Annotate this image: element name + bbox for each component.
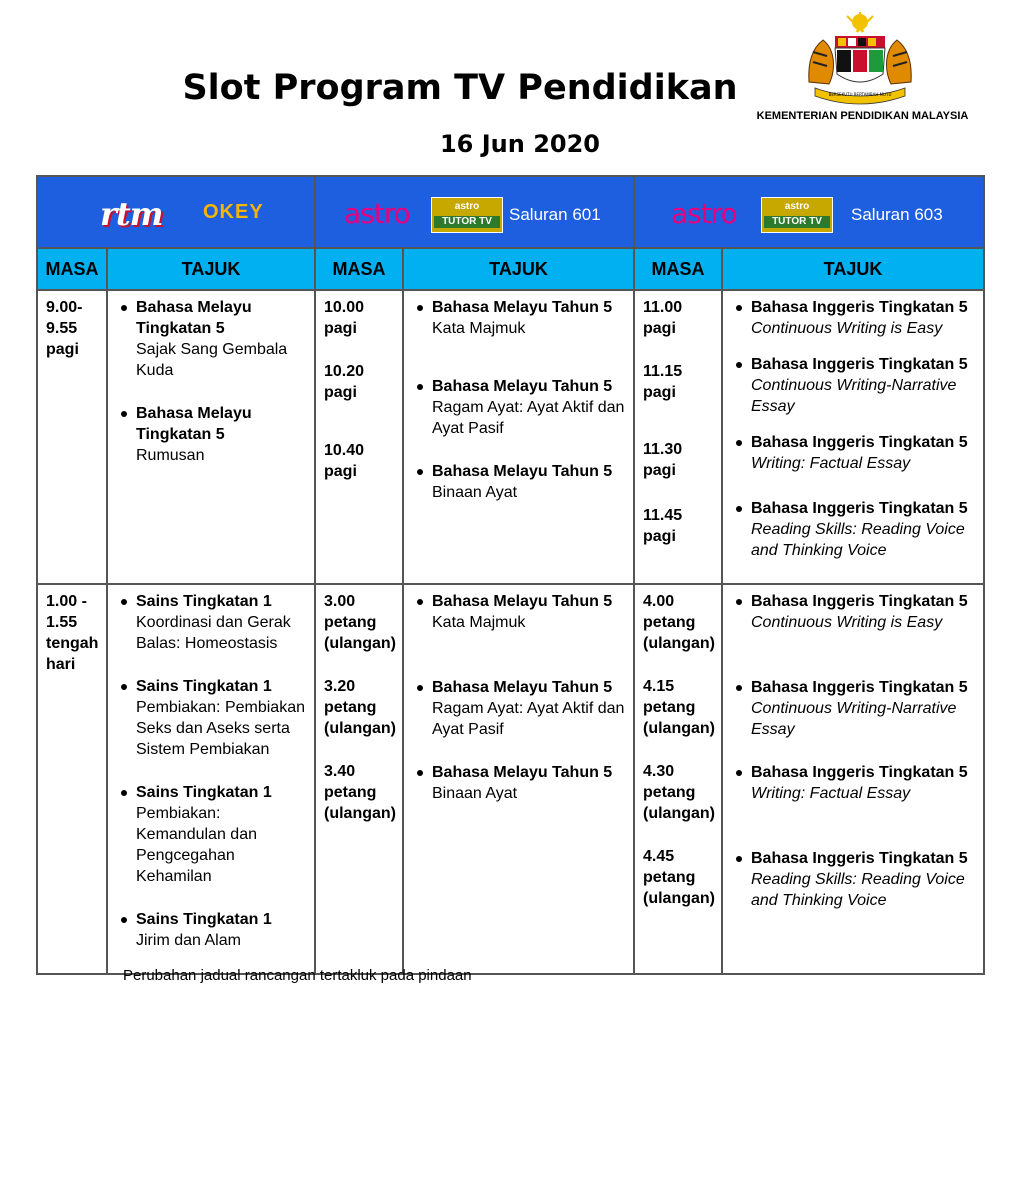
rtm-program-cell: [108, 291, 314, 583]
rtm-program-cell: [108, 585, 314, 973]
astro601-program-cell: [404, 585, 633, 973]
program-subject: Bahasa Melayu Tahun 5: [432, 593, 613, 610]
time-line: 1.00 -: [46, 593, 87, 610]
program-item: [727, 498, 977, 561]
channel-number: Saluran 603: [851, 205, 943, 224]
time-slot: [643, 361, 715, 403]
time-period: pagi: [643, 320, 676, 337]
time-value: 4.45: [643, 848, 675, 865]
program-item: [408, 461, 627, 503]
time-line: 9.00-: [46, 299, 83, 316]
program-item: [727, 432, 977, 474]
astro601-program-cell: [404, 291, 633, 583]
time-period: pagi: [324, 384, 357, 401]
program-topic: Kata Majmuk: [432, 614, 526, 631]
page-title: Slot Program TV Pendidikan: [182, 68, 738, 108]
time-note: (ulangan): [643, 720, 715, 737]
program-subject: Bahasa Melayu Tingkatan 5: [136, 405, 252, 443]
time-slot: [643, 439, 715, 481]
channel-logo-row: [38, 177, 983, 247]
program-item: [112, 591, 308, 654]
time-value: 3.00: [324, 593, 356, 610]
program-subject: Bahasa Melayu Tahun 5: [432, 299, 613, 316]
program-topic: Pembiakan: Pembiakan Seks dan Aseks serta Sistem Pembiakan: [136, 699, 305, 758]
astro601-time-cell: [316, 585, 402, 973]
program-subject: Sains Tingkatan 1: [136, 678, 272, 695]
program-topic: Continuous Writing is Easy: [751, 320, 943, 337]
program-topic: Sajak Sang Gembala Kuda: [136, 341, 288, 379]
header-tajuk: TAJUK: [723, 249, 983, 289]
astro-tutor-tv-badge: [761, 197, 833, 233]
column-header-row: [38, 249, 983, 289]
time-slot: [643, 297, 715, 339]
okey-logo-text: OKEY: [203, 201, 264, 223]
time-slot: [324, 361, 396, 403]
time-period: petang: [324, 784, 377, 801]
time-period: petang: [643, 699, 696, 716]
program-subject: Bahasa Inggeris Tingkatan 5: [751, 356, 968, 373]
tutor-badge-top: astro: [454, 201, 480, 212]
time-value: 3.40: [324, 763, 356, 780]
program-item: [112, 782, 308, 887]
time-period: pagi: [324, 320, 357, 337]
time-value: 11.00: [643, 299, 683, 316]
astro603-time-cell: [635, 291, 721, 583]
program-item: [727, 591, 977, 633]
program-subject: Bahasa Melayu Tahun 5: [432, 378, 613, 395]
astro-logo-text: astro: [344, 197, 410, 230]
program-item: [727, 354, 977, 417]
program-item: [408, 376, 627, 439]
program-item: [408, 762, 627, 804]
program-topic: Jirim dan Alam: [136, 932, 241, 949]
time-value: 4.15: [643, 678, 675, 695]
time-line: 9.55: [46, 320, 78, 337]
time-period: pagi: [643, 528, 676, 545]
header-masa: MASA: [635, 249, 721, 289]
program-topic: Writing: Factual Essay: [751, 785, 911, 802]
time-period: pagi: [324, 463, 357, 480]
time-value: 11.15: [643, 363, 683, 380]
rtm-okey-logo: [38, 177, 314, 247]
header-masa: MASA: [316, 249, 402, 289]
rtm-time-cell: [38, 291, 106, 583]
program-item: [727, 297, 977, 339]
malaysia-coat-of-arms-icon: [795, 12, 925, 107]
program-item: [112, 297, 308, 381]
astro603-program-cell: [723, 585, 983, 973]
time-period: pagi: [643, 462, 676, 479]
schedule-row-morning: [38, 291, 983, 583]
program-topic: Pembiakan: Kemandulan dan Pengcegahan Kehamilan: [136, 805, 257, 885]
astro-logo-text: astro: [671, 197, 737, 230]
time-slot: [643, 761, 715, 824]
program-topic: Koordinasi dan Gerak Balas: Homeostasis: [136, 614, 291, 652]
time-slot: [643, 846, 715, 909]
program-topic: Rumusan: [136, 447, 205, 464]
time-slot: [324, 676, 396, 739]
header-masa: MASA: [38, 249, 106, 289]
time-slot: [324, 591, 396, 654]
time-line: pagi: [46, 341, 79, 358]
program-topic: Continuous Writing-Narrative Essay: [751, 700, 957, 738]
time-note: (ulangan): [643, 635, 715, 652]
program-subject: Sains Tingkatan 1: [136, 784, 272, 801]
time-value: 3.20: [324, 678, 356, 695]
program-subject: Bahasa Inggeris Tingkatan 5: [751, 299, 968, 316]
program-subject: Sains Tingkatan 1: [136, 911, 272, 928]
time-period: petang: [643, 614, 696, 631]
program-subject: Bahasa Melayu Tahun 5: [432, 679, 613, 696]
time-slot: [324, 761, 396, 824]
program-item: [727, 677, 977, 740]
tutor-badge-bottom: TUTOR TV: [434, 216, 500, 228]
time-line: hari: [46, 656, 76, 673]
time-slot: [324, 297, 396, 339]
program-item: [112, 909, 308, 951]
program-topic: Writing: Factual Essay: [751, 455, 911, 472]
astro-tutor-tv-badge: [431, 197, 503, 233]
program-item: [727, 762, 977, 804]
time-period: petang: [324, 614, 377, 631]
program-topic: Reading Skills: Reading Voice and Thinking Voice: [751, 871, 965, 909]
program-subject: Bahasa Melayu Tahun 5: [432, 463, 613, 480]
program-topic: Ragam Ayat: Ayat Aktif dan Ayat Pasif: [432, 399, 625, 437]
program-topic: Continuous Writing is Easy: [751, 614, 943, 631]
time-slot: [643, 591, 715, 654]
channel-number: Saluran 601: [509, 205, 601, 224]
program-subject: Bahasa Inggeris Tingkatan 5: [751, 500, 968, 517]
time-note: (ulangan): [643, 805, 715, 822]
time-period: petang: [324, 699, 377, 716]
schedule-row-afternoon: [38, 585, 983, 973]
header-tajuk: TAJUK: [108, 249, 314, 289]
rtm-logo-text: rtm: [100, 195, 163, 233]
program-item: [727, 848, 977, 911]
program-subject: Bahasa Inggeris Tingkatan 5: [751, 850, 968, 867]
time-period: petang: [643, 784, 696, 801]
time-period: petang: [643, 869, 696, 886]
time-note: (ulangan): [643, 890, 715, 907]
time-line: tengah: [46, 635, 99, 652]
program-topic: Binaan Ayat: [432, 484, 518, 501]
time-value: 10.40: [324, 442, 365, 459]
program-topic: Kata Majmuk: [432, 320, 526, 337]
crest-motto: BERSEKUTU BERTAMBAH MUTU: [828, 92, 892, 97]
time-note: (ulangan): [324, 720, 396, 737]
time-slot: [643, 505, 715, 547]
program-item: [112, 403, 308, 466]
time-value: 4.30: [643, 763, 675, 780]
program-item: [112, 676, 308, 760]
program-subject: Bahasa Inggeris Tingkatan 5: [751, 679, 968, 696]
program-topic: Ragam Ayat: Ayat Aktif dan Ayat Pasif: [432, 700, 625, 738]
schedule-date: 16 Jun 2020: [439, 130, 600, 158]
astro603-program-cell: [723, 291, 983, 583]
ministry-name: KEMENTERIAN PENDIDIKAN MALAYSIA: [756, 110, 969, 122]
time-slot: [324, 440, 396, 482]
time-value: 4.00: [643, 593, 675, 610]
program-item: [408, 677, 627, 740]
time-period: pagi: [643, 384, 676, 401]
program-subject: Bahasa Melayu Tahun 5: [432, 764, 613, 781]
time-value: 11.30: [643, 441, 683, 458]
program-subject: Sains Tingkatan 1: [136, 593, 272, 610]
rtm-time-cell: [38, 585, 106, 973]
program-subject: Bahasa Inggeris Tingkatan 5: [751, 764, 968, 781]
program-topic: Reading Skills: Reading Voice and Thinking Voice: [751, 521, 965, 559]
astro-saluran-601-logo: [316, 177, 633, 247]
program-topic: Continuous Writing-Narrative Essay: [751, 377, 957, 415]
time-slot: [643, 676, 715, 739]
program-subject: Bahasa Inggeris Tingkatan 5: [751, 593, 968, 610]
schedule-footnote: Perubahan jadual rancangan tertakluk pada pindaan: [123, 967, 472, 984]
time-value: 10.20: [324, 363, 365, 380]
time-note: (ulangan): [324, 635, 396, 652]
program-subject: Bahasa Inggeris Tingkatan 5: [751, 434, 968, 451]
tutor-badge-top: astro: [784, 201, 810, 212]
time-value: 10.00: [324, 299, 365, 316]
astro601-time-cell: [316, 291, 402, 583]
time-line: 1.55: [46, 614, 78, 631]
schedule-table: [36, 175, 985, 975]
header-tajuk: TAJUK: [404, 249, 633, 289]
astro603-time-cell: [635, 585, 721, 973]
program-item: [408, 591, 627, 633]
astro-saluran-603-logo: [635, 177, 983, 247]
time-note: (ulangan): [324, 805, 396, 822]
program-item: [408, 297, 627, 339]
program-topic: Binaan Ayat: [432, 785, 518, 802]
tutor-badge-bottom: TUTOR TV: [764, 216, 830, 228]
time-value: 11.45: [643, 507, 683, 524]
program-subject: Bahasa Melayu Tingkatan 5: [136, 299, 252, 337]
